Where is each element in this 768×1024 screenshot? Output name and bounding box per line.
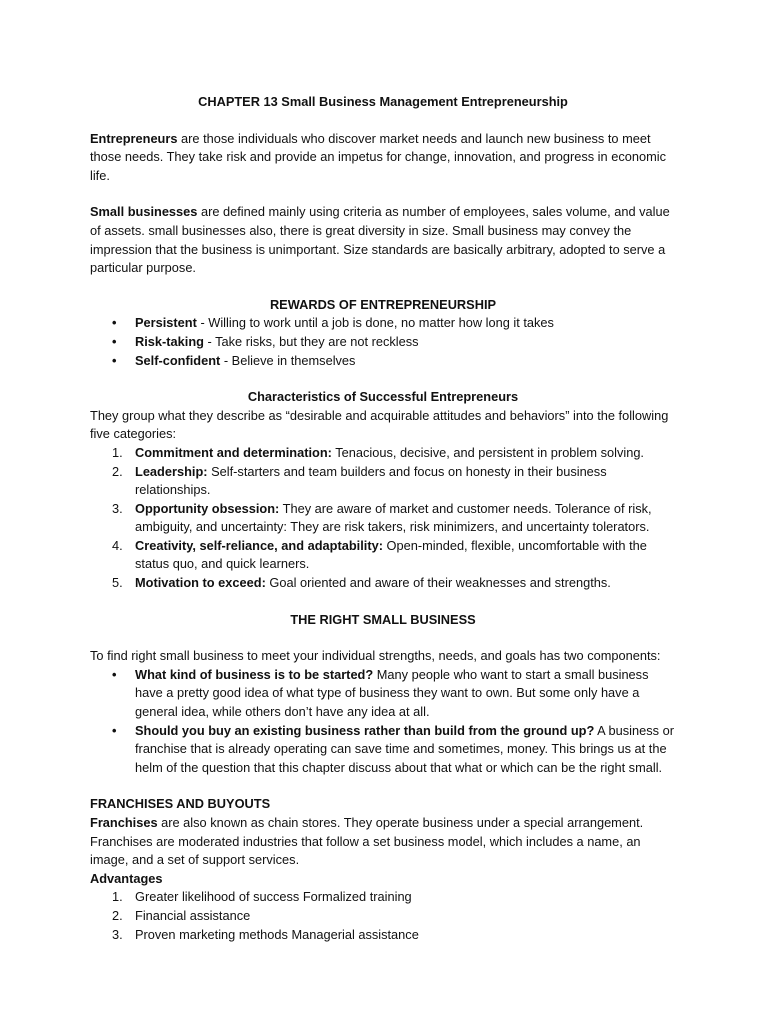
list-item	[90, 444, 676, 463]
franchises-paragraph	[90, 814, 676, 870]
document-title: CHAPTER 13 Small Business Management Entrepreneurship	[198, 94, 568, 109]
reward-term: Risk-taking	[135, 333, 204, 349]
list-item	[90, 722, 676, 778]
item-term: Leadership:	[135, 463, 208, 479]
item-number: 1.	[112, 444, 123, 460]
list-item	[90, 500, 676, 537]
small-businesses-term: Small businesses	[90, 204, 198, 220]
list-item	[90, 463, 676, 500]
item-number: 3.	[112, 926, 123, 942]
reward-term: Persistent	[135, 315, 197, 331]
item-text: Self-starters and team builders and focus on honesty in their business relationships.	[135, 463, 607, 498]
advantages-list	[90, 888, 676, 944]
list-item	[90, 537, 676, 574]
entrepreneurs-term: Entrepreneurs	[90, 130, 178, 146]
characteristics-intro: They group what they describe as “desirable and acquirable attitudes and behaviors” into the following five categories:	[90, 407, 669, 442]
rewards-heading: REWARDS OF ENTREPRENEURSHIP	[269, 296, 497, 312]
right-business-list	[90, 666, 676, 778]
entrepreneurs-paragraph	[90, 130, 676, 186]
list-item	[90, 888, 676, 907]
characteristics-heading: Characteristics of Successful Entrepreneurs	[247, 389, 519, 405]
item-number: 2.	[112, 907, 123, 923]
list-item	[90, 574, 676, 593]
item-text: They are aware of market and customer needs. Tolerance of risk, ambiguity, and uncertainty: They are risk takers, risk minimizers, and uncertainty tolerators.	[135, 500, 652, 535]
item-term: Should you buy an existing business rather than build from the ground up?	[135, 722, 595, 738]
list-item	[90, 333, 676, 352]
right-business-intro: To find right small business to meet your individual strengths, needs, and goals has two components:	[90, 648, 661, 664]
franchises-heading: FRANCHISES AND BUYOUTS	[90, 796, 271, 812]
item-term: Opportunity obsession:	[135, 500, 280, 516]
list-item	[90, 926, 676, 945]
item-term: Motivation to exceed:	[135, 575, 266, 591]
reward-text: - Believe in themselves	[220, 352, 356, 368]
item-number: 4.	[112, 537, 123, 553]
list-item	[90, 352, 676, 371]
list-item	[90, 666, 676, 722]
list-item	[90, 907, 676, 926]
characteristics-list	[90, 444, 676, 593]
item-text: Goal oriented and aware of their weaknesses and strengths.	[265, 575, 611, 591]
reward-text: - Willing to work until a job is done, no matter how long it takes	[196, 315, 554, 331]
small-businesses-paragraph	[90, 203, 676, 277]
item-text: Financial assistance	[135, 907, 251, 923]
item-number: 5.	[112, 575, 123, 591]
rewards-list	[90, 314, 676, 370]
item-text: Many people who want to start a small business have a pretty good idea of what type of business they want to own. But some only have a general idea, while others don’t have any idea at all.	[135, 666, 649, 720]
right-business-heading: THE RIGHT SMALL BUSINESS	[290, 611, 476, 627]
reward-term: Self-confident	[135, 352, 221, 368]
item-term: Creativity, self-reliance, and adaptability:	[135, 537, 383, 553]
item-number: 1.	[112, 889, 123, 905]
item-text: Proven marketing methods Managerial assistance	[135, 926, 419, 942]
small-businesses-text: are defined mainly using criteria as number of employees, sales volume, and value of assets. small businesses also, there is great diversity in size. Small business may convey the impression that the business is unimportant. Size standards are basically arbitrary, adopted to serve a particular purpose.	[90, 204, 670, 276]
franchises-text: are also known as chain stores. They operate business under a special arrangement. Franchises are moderated industries that follow a set business model, which includes a name, an image, and a set of support services.	[90, 815, 644, 868]
list-item	[90, 314, 676, 333]
item-text: Open-minded, flexible, uncomfortable with the status quo, and quick learners.	[135, 537, 647, 572]
item-number: 2.	[112, 463, 123, 479]
franchises-term: Franchises	[90, 815, 158, 830]
entrepreneurs-text: are those individuals who discover market needs and launch new business to meet those needs. They take risk and provide an impetus for change, innovation, and progress in economic life.	[90, 130, 666, 183]
item-text: A business or franchise that is already operating can save time and sometimes, money. This brings us at the helm of the question that this chapter discuss about that what or which can be the right small.	[135, 722, 674, 775]
advantages-heading: Advantages	[90, 870, 163, 886]
item-term: What kind of business is to be started?	[135, 666, 374, 682]
reward-text: - Take risks, but they are not reckless	[203, 333, 419, 349]
item-number: 3.	[112, 500, 123, 516]
item-text: Tenacious, decisive, and persistent in problem solving.	[331, 444, 644, 460]
item-term: Commitment and determination:	[135, 444, 332, 460]
item-text: Greater likelihood of success Formalized training	[135, 889, 412, 905]
